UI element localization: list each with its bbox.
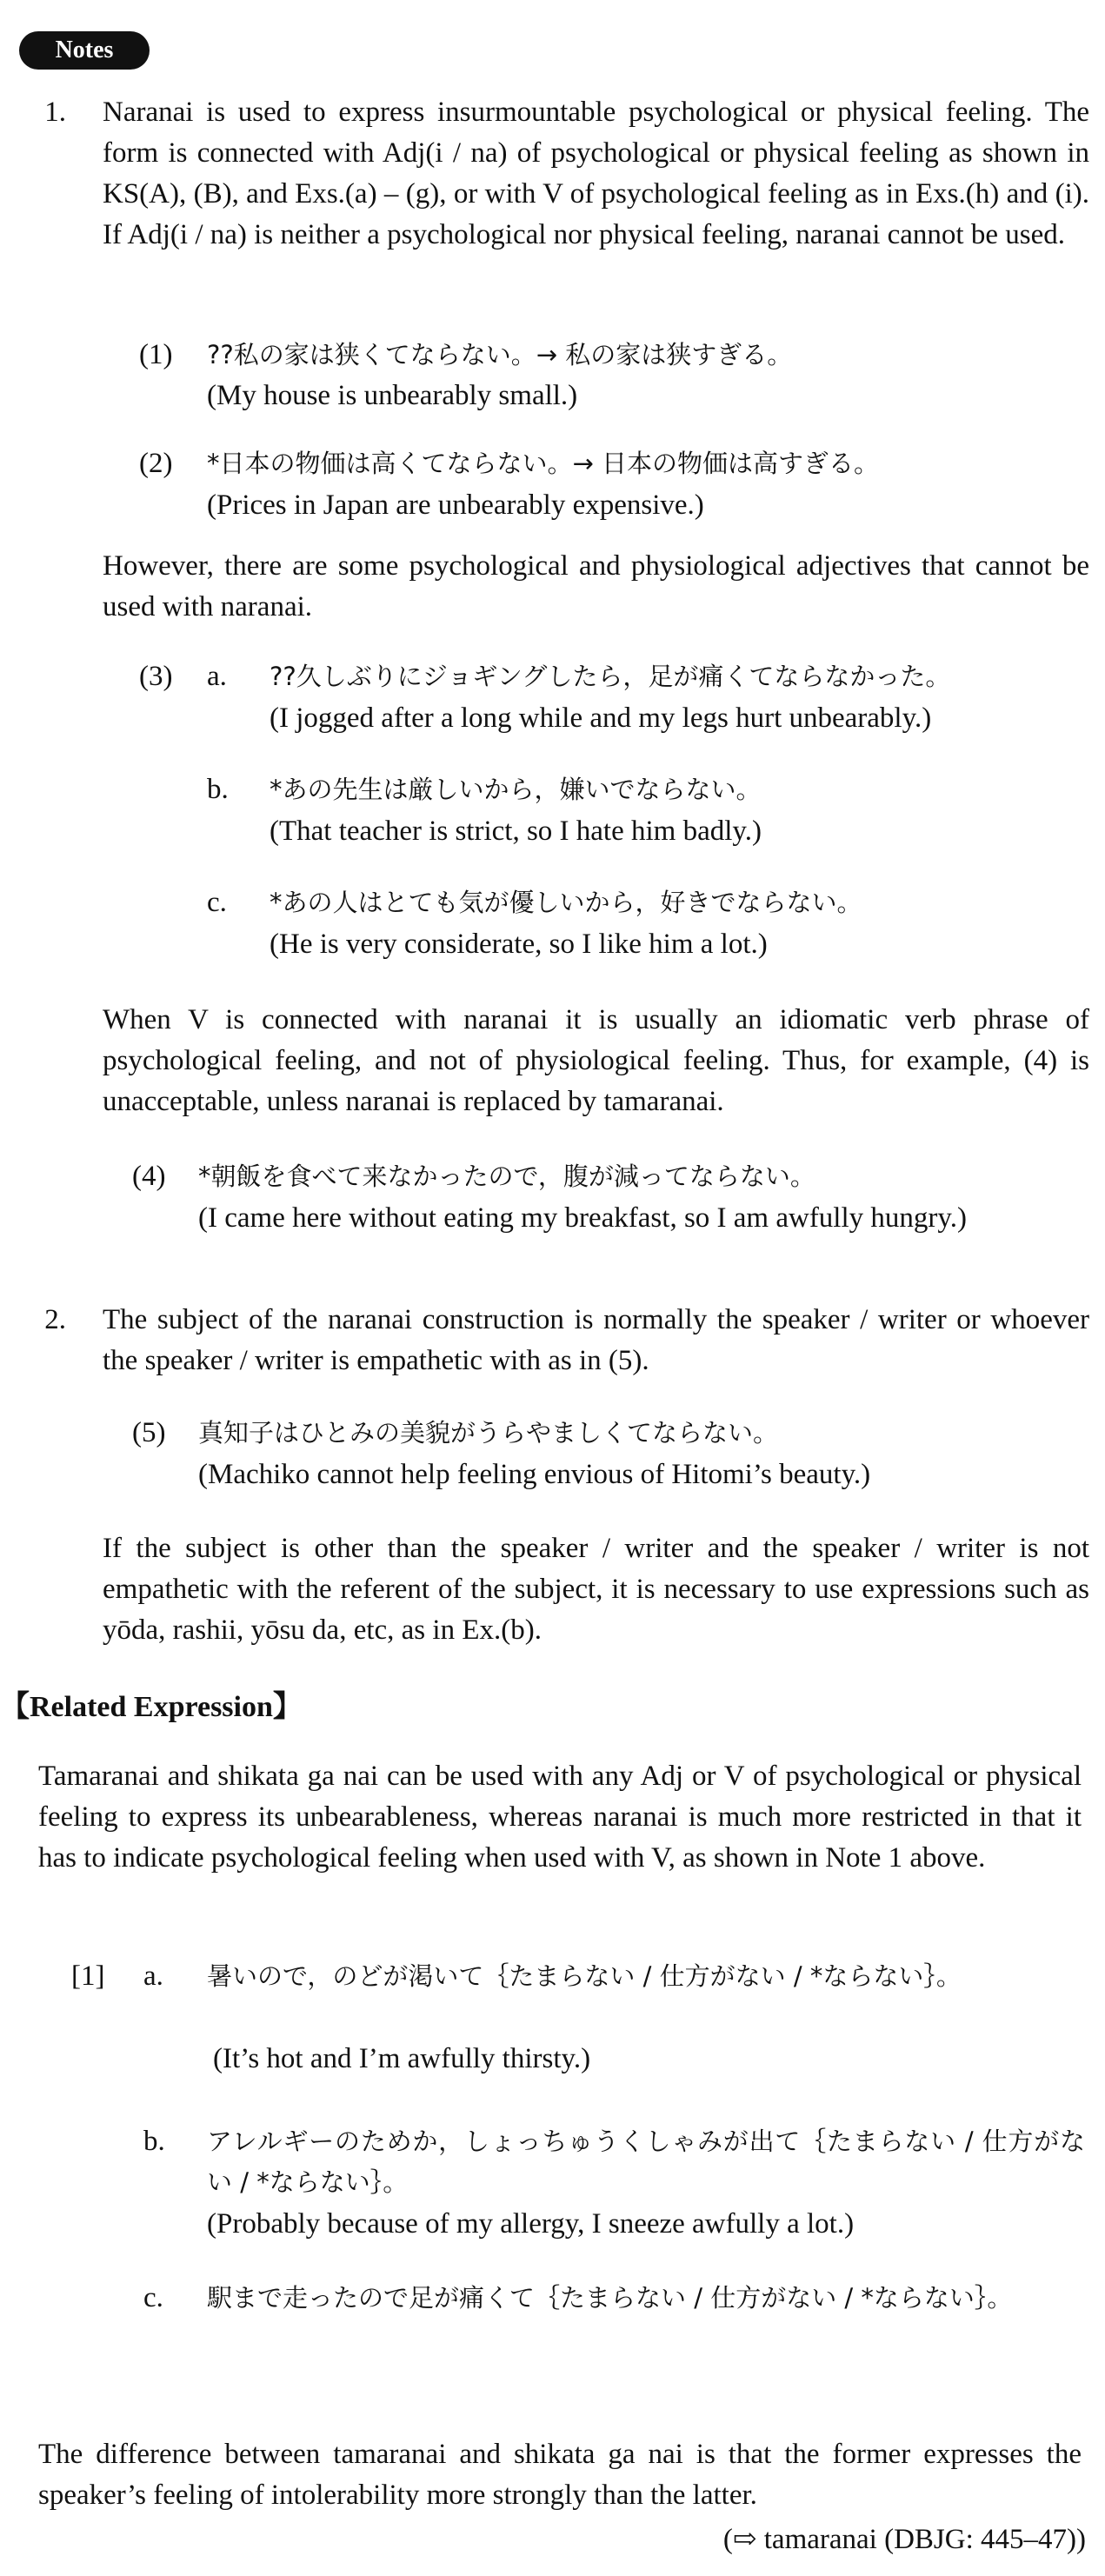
example-2-number: (2) [139,448,173,479]
related-expression-text: Tamaranai and shikata ga nai can be used with any Adj or V of psychological or physical feeling to express its unbearableness, whereas naranai is much more restricted in that it has to indicate psychological feeling when used with V, as shown in Note 1 above. [38,1761,1082,1874]
related-expression-heading: 【Related Expression】 [0,1691,303,1723]
related-example-1a-label: a. [143,1960,163,1992]
cross-reference: (⇨ tamaranai (DBJG: 445–47)) [722,2524,1086,2555]
related-example-1b-japanese: アレルギーのためか，しょっちゅうくしゃみが出て｛たまらない / 仕方がない / *ならない｝。 [207,2127,1085,2197]
example-3c-label: c. [207,887,227,918]
related-example-1c-label: c. [143,2282,163,2313]
closing-paragraph: The difference between tamaranai and shikata ga nai is that the former expresses the speaker’s feeling of intolerability more strongly than the latter. [38,2439,1082,2511]
example-1-english: (My house is unbearably small.) [207,380,578,411]
note-1-text: Naranai is used to express insurmountable psychological or physical feeling. The form is connected with Adj(i / na) of psychological or physical feeling as shown in KS(A), (B), and Exs.(a) – (g), or with V of psychological feeling as in Exs.(h) and (i). If Adj(i / na) is neither a psychological nor physical feeling, naranai cannot be used. [103,97,1089,250]
note-2-number: 2. [44,1304,66,1335]
example-5-english: (Machiko cannot help feeling envious of Hitomi’s beauty.) [198,1459,871,1490]
however-paragraph: However, there are some psychological and physiological adjectives that cannot be used with naranai. [103,550,1089,622]
example-3-number: (3) [139,661,173,692]
related-example-1a-english: (It’s hot and I’m awfully thirsty.) [213,2043,591,2074]
example-4-english: (I came here without eating my breakfast, so I am awfully hungry.) [198,1202,967,1234]
note-2-text: The subject of the naranai construction is normally the speaker / writer or whoever the speaker / writer is empathetic with as in (5). [103,1304,1089,1376]
example-3b-japanese: *あの先生は厳しいから，嫌いでならない。 [270,775,762,804]
example-3b-english: (That teacher is strict, so I hate him badly.) [270,815,762,847]
example-1-number: (1) [139,339,173,370]
example-3c-japanese: *あの人はとても気が優しいから，好きでならない。 [270,888,862,917]
when-v-paragraph: When V is connected with naranai it is usually an idiomatic verb phrase of psychological feeling, and not of physiological feeling. Thus, for example, (4) is unacceptable, unless naranai is replaced by tamaranai. [103,1004,1089,1117]
example-3a-english: (I jogged after a long while and my legs hurt unbearably.) [270,702,932,734]
example-3c-english: (He is very considerate, so I like him a lot.) [270,929,768,960]
example-5-japanese: 真知子はひとみの美貌がうらやましくてならない。 [198,1418,779,1448]
example-2-english: (Prices in Japan are unbearably expensive.) [207,489,704,521]
related-example-1b-english: (Probably because of my allergy, I sneeze awfully a lot.) [207,2208,855,2240]
example-3b-label: b. [207,774,229,805]
note-1-number: 1. [44,97,66,128]
related-example-1a-japanese: 暑いので，のどが渇いて｛たまらない / 仕方がない / *ならない｝。 [207,1961,962,1991]
note-2-text-2: If the subject is other than the speaker / writer and the speaker / writer is not empathetic with the referent of the subject, it is necessary to use expressions such as yōda, rashii, yōsu da, etc, as in Ex.(b). [103,1533,1089,1646]
related-example-1b-label: b. [143,2126,165,2157]
example-3a-label: a. [207,661,227,692]
example-5-number: (5) [132,1417,166,1448]
example-4-japanese: *朝飯を食べて来なかったので，腹が減ってならない。 [198,1162,815,1191]
example-4-number: (4) [132,1161,166,1192]
related-example-1-number: [1] [71,1960,105,1992]
notes-badge: Notes [19,31,150,70]
example-2-japanese: *日本の物価は高くてならない。→ 日本の物価は高すぎる。 [207,449,880,478]
example-1-japanese: ??私の家は狭くてならない。→ 私の家は狭すぎる。 [207,340,793,369]
related-example-1c-japanese: 駅まで走ったので足が痛くて｛たまらない / 仕方がない / *ならない｝。 [207,2283,1013,2313]
example-3a-japanese: ??久しぶりにジョギングしたら，足が痛くてならなかった。 [270,662,951,691]
